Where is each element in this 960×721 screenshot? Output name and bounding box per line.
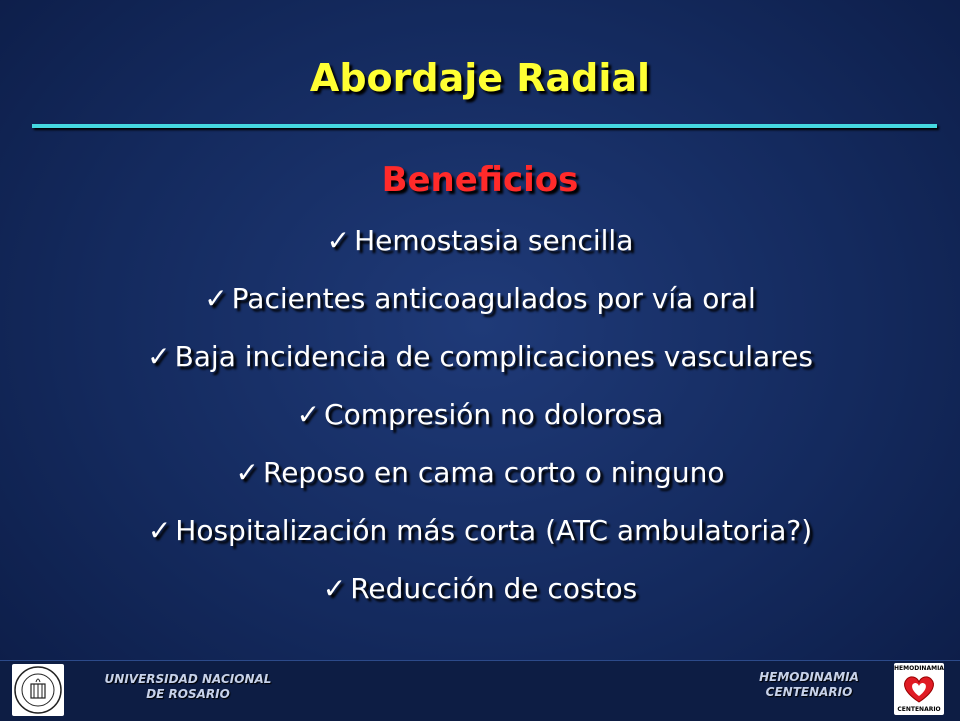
list-item [0, 390, 960, 448]
checkmark-icon: ✓ [322, 572, 347, 605]
footer-university-line1: UNIVERSIDAD NACIONAL [104, 672, 272, 686]
heart-icon [894, 672, 944, 706]
title-divider [32, 124, 937, 128]
list-item-text: Reposo en cama corto o ninguno [263, 456, 725, 489]
checkmark-icon: ✓ [235, 456, 259, 489]
list-item [0, 448, 960, 506]
list-item-text: Baja incidencia de complicaciones vasculares [174, 340, 813, 373]
slide-subtitle: Beneficios [381, 160, 579, 200]
slide-title: Abordaje Radial [309, 56, 651, 100]
checkmark-icon: ✓ [326, 224, 351, 257]
university-seal-icon [12, 664, 64, 716]
checkmark-icon: ✓ [204, 282, 228, 315]
footer-hemodinamia-label [740, 670, 878, 700]
list-item-text: Hemostasia sencilla [354, 224, 634, 257]
list-item-text: Compresión no dolorosa [324, 398, 664, 431]
benefits-list [0, 216, 960, 622]
footer-hemodinamia-line1: HEMODINAMIA [759, 670, 859, 684]
checkmark-icon: ✓ [147, 514, 172, 547]
list-item-text: Hospitalización más corta (ATC ambulatoria?) [175, 514, 813, 547]
footer-university-line2: DE ROSARIO [146, 687, 230, 701]
list-item [0, 216, 960, 274]
list-item-text: Pacientes anticoagulados por vía oral [231, 282, 756, 315]
list-item [0, 274, 960, 332]
logo-top-text: HEMODINAMIA [894, 665, 944, 672]
logo-bottom-text: CENTENARIO [897, 706, 941, 713]
footer-hemodinamia-line2: CENTENARIO [765, 685, 853, 699]
checkmark-icon: ✓ [147, 340, 171, 373]
hemodinamia-logo [894, 663, 944, 715]
checkmark-icon: ✓ [296, 398, 321, 431]
list-item-text: Reducción de costos [350, 572, 638, 605]
list-item [0, 332, 960, 390]
list-item [0, 506, 960, 564]
list-item [0, 564, 960, 622]
footer-university-label [88, 672, 288, 702]
